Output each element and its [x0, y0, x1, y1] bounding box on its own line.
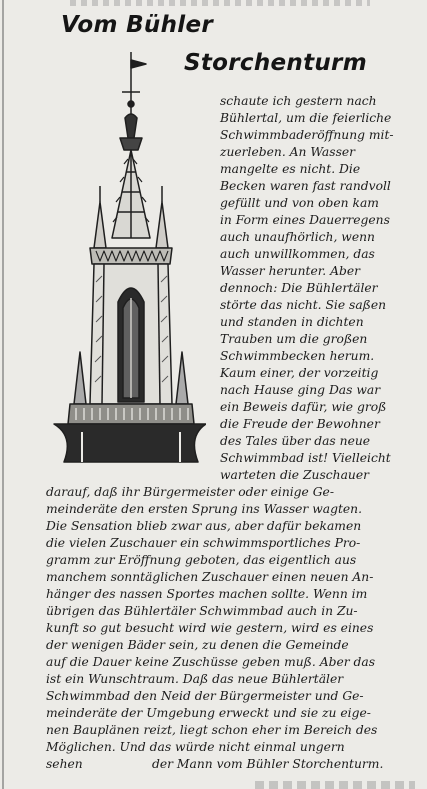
article-line: der wenigen Bäder sein, zu denen die Gemeinde: [46, 638, 349, 652]
article-line: Möglichen. Und das würde nicht einmal ungern: [46, 740, 345, 754]
article-line: hänger des nassen Sportes machen sollte. Wenn im: [46, 587, 368, 601]
author-signature: der Mann vom Bühler Storchenturm.: [152, 757, 384, 771]
torn-bottom-text-remnant: [255, 781, 415, 789]
article-line: nen Bauplänen reizt, liegt schon eher im Bereich des: [46, 723, 378, 737]
article-line: auch unaufhörlich, wenn: [220, 230, 375, 244]
article-line: Trauben um die großen: [220, 332, 368, 346]
article-line: Schwimmbad ist! Vielleicht: [220, 451, 391, 465]
article-line: und standen in dichten: [220, 315, 364, 329]
headline-line-1: Vom Bühler: [61, 12, 214, 38]
article-line: gefüllt und von oben kam: [220, 196, 379, 210]
article-line: zuerleben. An Wasser: [220, 145, 356, 159]
article-line: Schwimmbecken herum.: [220, 349, 375, 363]
article-line: auf die Dauer keine Zuschüsse geben muß. Aber das: [46, 655, 376, 669]
article-line: übrigen das Bühlertäler Schwimmbad auch in Zu-: [46, 604, 358, 618]
article-line: Kaum einer, der vorzeitig: [220, 366, 379, 380]
torn-top-text-remnant: [70, 0, 370, 6]
article-line: ist ein Wunschtraum. Daß das neue Bühlertäler: [46, 672, 344, 686]
article-line: des Tales über das neue: [220, 434, 371, 448]
article-line: warteten die Zuschauer: [220, 468, 369, 482]
article-line: meinderäte der Umgebung erweckt und sie zu eige-: [46, 706, 371, 720]
article-line: Bühlertal, um die feierliche: [220, 111, 392, 125]
clipping-left-edge: [2, 0, 4, 789]
article-line: Becken waren fast randvoll: [220, 179, 391, 193]
article-line: sehen: [46, 757, 83, 771]
article-line: die vielen Zuschauer ein schwimmsportliches Pro-: [46, 536, 361, 550]
church-tower-illustration: [34, 52, 206, 466]
article-line: dennoch: Die Bühlertäler: [220, 281, 378, 295]
article-line: in Form eines Dauerregens: [220, 213, 390, 227]
article-line: darauf, daß ihr Bürgermeister oder einige Ge-: [46, 485, 334, 499]
article-line: Wasser herunter. Aber: [220, 264, 360, 278]
article-line: die Freude der Bewohner: [220, 417, 380, 431]
article-line: gramm zur Eröffnung geboten, das eigentlich aus: [46, 553, 357, 567]
article-line: auch unwillkommen, das: [220, 247, 375, 261]
article-line: Schwimmbaderöffnung mit-: [220, 128, 394, 142]
article-line: schaute ich gestern nach: [220, 94, 377, 108]
article-line: ein Beweis dafür, wie groß: [220, 400, 387, 414]
article-line: nach Hause ging Das war: [220, 383, 381, 397]
headline-line-2: Storchenturm: [184, 50, 367, 76]
article-line: meinderäte den ersten Sprung ins Wasser wagten.: [46, 502, 362, 516]
article-line: manchem sonntäglichen Zuschauer einen neuen An-: [46, 570, 374, 584]
article-line: mangelte es nicht. Die: [220, 162, 361, 176]
article-line: Die Sensation blieb zwar aus, aber dafür bekamen: [46, 519, 362, 533]
article-line: störte das nicht. Sie saßen: [220, 298, 387, 312]
article-line: kunft so gut besucht wird wie gestern, wird es eines: [46, 621, 374, 635]
article-line: Schwimmbad den Neid der Bürgermeister und Ge-: [46, 689, 364, 703]
